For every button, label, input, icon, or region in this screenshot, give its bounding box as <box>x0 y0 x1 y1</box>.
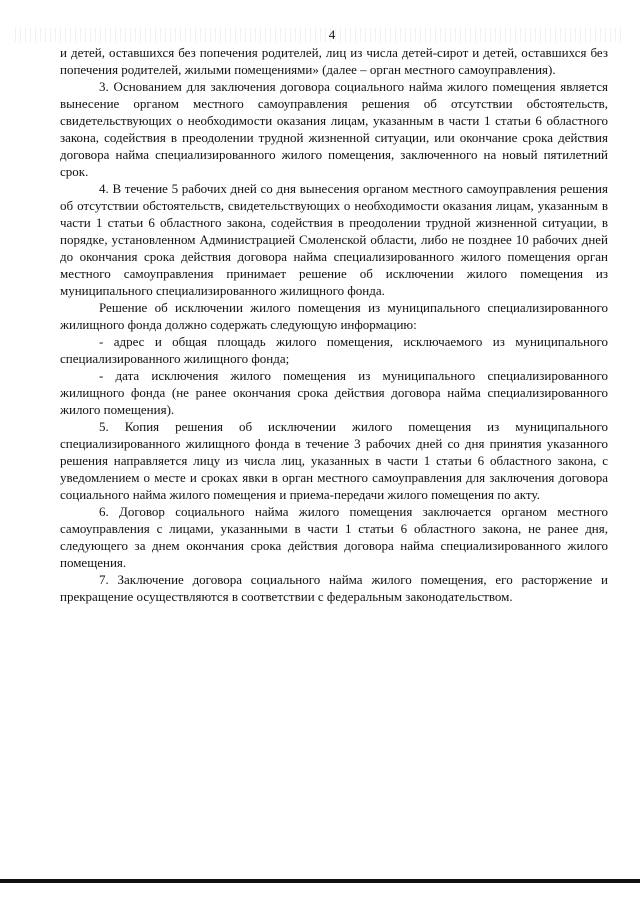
paragraph-decision-info: Решение об исключении жилого помещения из муниципального специализированного жилищного фонда должно содержать следующую информацию: <box>60 300 608 332</box>
paragraph-7: 7. Заключение договора социального найма жилого помещения, его расторжение и прекращение осуществляются в соответствии с федеральным законодательством. <box>60 572 608 604</box>
paragraph-4: 4. В течение 5 рабочих дней со дня вынесения органом местного самоуправления решения об отсутствии обстоятельств, свидетельствующих о необходимости оказания лицам, указанным в части 1 статьи 6 областного закона, содействия в преодолении трудной жизненной ситуации, в порядке, установленном Администрацией Смоленской области, либо не позднее 10 рабочих дней до окончания срока действия договора найма специализированного жилого помещения орган местного самоуправления принимает решение об исключении жилого помещения из муниципального специализированного жилищного фонда. <box>60 181 608 298</box>
page-number: 4 <box>328 27 336 42</box>
bottom-rule <box>0 879 640 883</box>
paragraph-5: 5. Копия решения об исключении жилого помещения из муниципального специализированного жилищного фонда в течение 3 рабочих дней со дня принятия указанного решения направляется лицу из числа лиц, указанных в части 1 статьи 6 областного закона, с уведомлением о месте и сроках явки в орган местного самоуправления для заключения договора социального найма жилого помещения и приема-передачи жилого помещения по акту. <box>60 419 608 502</box>
paragraph-3: 3. Основанием для заключения договора социального найма жилого помещения является вынесение органом местного самоуправления решения об отсутствии обстоятельств, свидетельствующих о необходимости оказания лицам, указанным в части 1 статьи 6 областного закона, содействия в преодолении трудной жизненной ситуации, или окончание срока действия договора найма специализированного жилого помещения, заключенного на новый пятилетний срок. <box>60 79 608 179</box>
list-item-address: - адрес и общая площадь жилого помещения, исключаемого из муниципального специализированного жилищного фонда; <box>60 334 608 366</box>
paragraph-6: 6. Договор социального найма жилого помещения заключается органом местного самоуправления с лицами, указанными в части 1 статьи 6 областного закона, не ранее дня, следующего за днем окончания срока действия договора найма специализированного жилого помещения. <box>60 504 608 570</box>
paragraph-continuation: и детей, оставшихся без попечения родителей, лиц из числа детей-сирот и детей, оставшихся без попечения родителей, жилыми помещениями» (далее – орган местного самоуправления). <box>60 45 608 77</box>
document-body <box>60 44 608 605</box>
list-item-date: - дата исключения жилого помещения из муниципального специализированного жилищного фонда (не ранее окончания срока действия договора найма специализированного жилого помещения). <box>60 368 608 417</box>
